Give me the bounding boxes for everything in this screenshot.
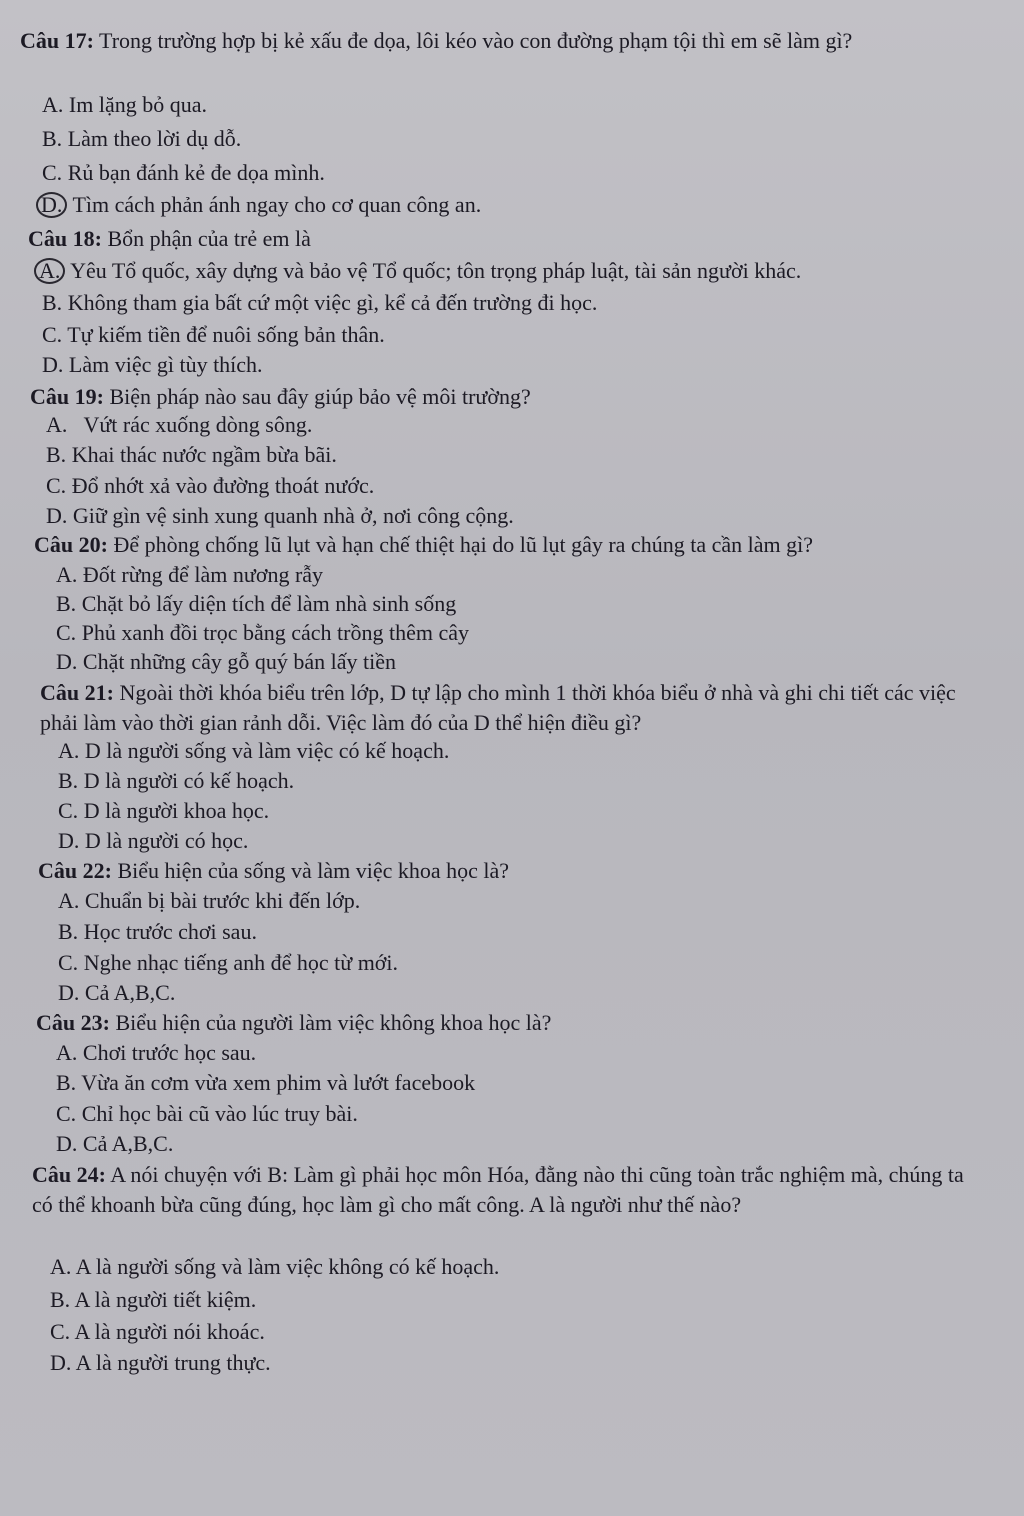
question-text: Biểu hiện của sống và làm việc khoa học là? (111, 858, 510, 883)
question-24 (32, 1160, 982, 1220)
option-20-d (56, 647, 396, 677)
option-label: C. (50, 1319, 71, 1344)
option-19-d (46, 501, 514, 531)
option-text: Làm theo lời dụ dỗ. (62, 126, 242, 151)
option-text: Chơi trước học sau. (77, 1040, 257, 1065)
option-text: Học trước chơi sau. (78, 919, 257, 944)
option-text: Chuẩn bị bài trước khi đến lớp. (79, 888, 361, 913)
option-21-c (58, 796, 269, 826)
option-label: D. (56, 1131, 78, 1156)
option-label: C. (42, 322, 63, 347)
option-text: Làm việc gì tùy thích. (63, 352, 263, 377)
option-text: D là người sống và làm việc có kế hoạch. (79, 738, 450, 763)
option-label: A. (58, 888, 80, 913)
option-text: A là người nói khoác. (70, 1319, 265, 1344)
option-label: B. (50, 1287, 71, 1312)
option-24-c (50, 1317, 265, 1347)
option-label: B. (42, 290, 63, 315)
question-text: Trong trường hợp bị kẻ xấu đe dọa, lôi kéo vào con đường phạm tội thì em sẽ làm gì? (93, 28, 853, 53)
question-18 (28, 224, 968, 254)
option-text: Vứt rác xuống dòng sông. (67, 412, 313, 437)
option-label: B. (42, 126, 63, 151)
option-label: C. (56, 620, 77, 645)
question-number: Câu 24: (32, 1162, 106, 1187)
option-22-d (58, 978, 175, 1008)
option-label: A. (42, 92, 64, 117)
option-23-d (56, 1129, 173, 1159)
option-text: Im lặng bỏ qua. (63, 92, 207, 117)
question-number: Câu 20: (34, 532, 108, 557)
option-20-b (56, 589, 456, 619)
option-text: Giữ gìn vệ sinh xung quanh nhà ở, nơi công cộng. (67, 503, 514, 528)
question-19 (30, 382, 970, 412)
option-21-d (58, 826, 248, 856)
option-19-c (46, 471, 374, 501)
option-text: Chỉ học bài cũ vào lúc truy bài. (76, 1101, 358, 1126)
answer-circle-mark: A. (34, 258, 65, 284)
question-text: Bổn phận của trẻ em là (101, 226, 311, 251)
option-text: Cả A,B,C. (77, 1131, 174, 1156)
option-label: A. (46, 412, 68, 437)
option-24-b (50, 1285, 256, 1315)
option-22-c (58, 948, 398, 978)
option-text: Đổ nhớt xả vào đường thoát nước. (66, 473, 375, 498)
option-text: Vừa ăn cơm vừa xem phim và lướt facebook (76, 1070, 476, 1095)
option-19-a (46, 410, 312, 440)
question-number: Câu 19: (30, 384, 104, 409)
option-label: A. (56, 1040, 78, 1065)
option-17-b (42, 124, 241, 154)
question-text: A nói chuyện với B: Làm gì phải học môn Hóa, đằng nào thi cũng toàn trắc nghiệm mà, chúng ta có thể khoanh bừa cũng đúng, học làm gì cho mất công. A là người như thế nào? (32, 1162, 964, 1217)
option-23-b (56, 1068, 475, 1098)
option-20-a (56, 560, 323, 590)
option-text: D là người khoa học. (78, 798, 270, 823)
option-label: C. (58, 798, 79, 823)
option-text: A là người tiết kiệm. (70, 1287, 257, 1312)
option-label: C. (46, 473, 67, 498)
answer-circle-mark: D. (36, 192, 67, 218)
question-21 (40, 678, 990, 738)
question-text: Biện pháp nào sau đây giúp bảo vệ môi trường? (103, 384, 531, 409)
option-label: B. (58, 919, 79, 944)
question-number: Câu 23: (36, 1010, 110, 1035)
option-17-d (36, 190, 481, 220)
option-text: D là người có học. (79, 828, 249, 853)
option-label: A. (50, 1254, 72, 1279)
option-label: C. (56, 1101, 77, 1126)
option-18-a (34, 256, 801, 286)
question-text: Biểu hiện của người làm việc không khoa học là? (109, 1010, 552, 1035)
option-text: Đốt rừng để làm nương rẫy (77, 562, 324, 587)
option-text: Rủ bạn đánh kẻ đe dọa mình. (62, 160, 325, 185)
option-label: D. (58, 980, 80, 1005)
option-24-d (50, 1348, 271, 1378)
question-23 (36, 1008, 976, 1038)
option-text: Tìm cách phản ánh ngay cho cơ quan công an. (67, 192, 482, 217)
option-label: A. (58, 738, 80, 763)
option-text: A là người sống và làm việc không có kế hoạch. (71, 1254, 500, 1279)
question-number: Câu 21: (40, 680, 114, 705)
option-text: Tự kiếm tiền để nuôi sống bản thân. (62, 322, 385, 347)
option-23-c (56, 1099, 358, 1129)
option-label: A. (56, 562, 78, 587)
option-22-b (58, 917, 257, 947)
option-label: D. (50, 1350, 72, 1375)
option-label: B. (58, 768, 79, 793)
option-text: D là người có kế hoạch. (78, 768, 295, 793)
option-21-a (58, 736, 449, 766)
question-22 (38, 856, 978, 886)
option-18-c (42, 320, 385, 350)
option-label: B. (56, 1070, 77, 1095)
question-number: Câu 18: (28, 226, 102, 251)
question-17 (20, 26, 960, 56)
option-18-d (42, 350, 263, 380)
option-text: Phủ xanh đồi trọc bằng cách trồng thêm cây (76, 620, 470, 645)
option-19-b (46, 440, 337, 470)
option-17-a (42, 90, 207, 120)
question-20 (34, 530, 994, 560)
option-label: D. (58, 828, 80, 853)
question-text: Ngoài thời khóa biểu trên lớp, D tự lập cho mình 1 thời khóa biểu ở nhà và ghi chi tiết các việc phải làm vào thời gian rảnh dỗi. Việc làm đó của D thể hiện điều gì? (40, 680, 956, 735)
option-text: Khai thác nước ngầm bừa bãi. (66, 442, 337, 467)
option-text: Nghe nhạc tiếng anh để học từ mới. (78, 950, 399, 975)
question-text: Để phòng chống lũ lụt và hạn chế thiệt hại do lũ lụt gây ra chúng ta cần làm gì? (107, 532, 813, 557)
option-text: Không tham gia bất cứ một việc gì, kể cả đến trường đi học. (62, 290, 598, 315)
option-label: B. (56, 591, 77, 616)
option-label: D. (56, 649, 78, 674)
option-label: D. (42, 352, 64, 377)
option-text: Chặt bỏ lấy diện tích để làm nhà sinh sống (76, 591, 457, 616)
option-18-b (42, 288, 597, 318)
option-17-c (42, 158, 325, 188)
option-label: C. (58, 950, 79, 975)
option-23-a (56, 1038, 256, 1068)
option-20-c (56, 618, 469, 648)
option-text: Yêu Tổ quốc, xây dựng và bảo vệ Tổ quốc; tôn trọng pháp luật, tài sản người khác. (65, 258, 802, 283)
option-text: A là người trung thực. (71, 1350, 271, 1375)
question-number: Câu 22: (38, 858, 112, 883)
option-label: D. (46, 503, 68, 528)
option-24-a (50, 1252, 499, 1282)
question-number: Câu 17: (20, 28, 94, 53)
option-text: Cả A,B,C. (79, 980, 176, 1005)
option-21-b (58, 766, 294, 796)
option-22-a (58, 886, 360, 916)
option-label: B. (46, 442, 67, 467)
option-text: Chặt những cây gỗ quý bán lấy tiền (77, 649, 397, 674)
option-label: C. (42, 160, 63, 185)
